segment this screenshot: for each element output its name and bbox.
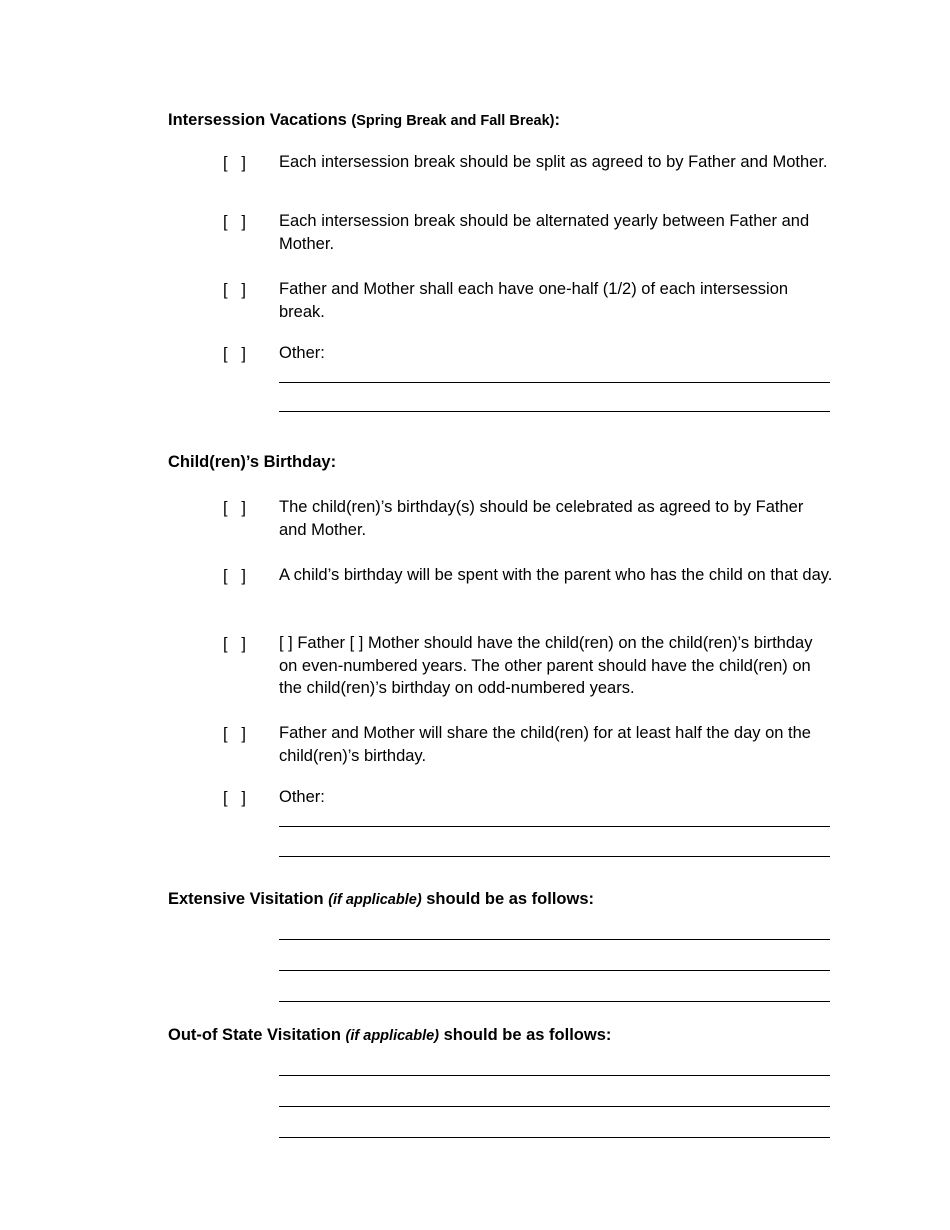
extensive-line-3[interactable] [279, 1001, 830, 1002]
extensive-line-1[interactable] [279, 939, 830, 940]
intersession-other-line-1[interactable] [279, 382, 830, 383]
birthday-option-2-text: A child’s birthday will be spent with the parent who has the child on that day. [279, 566, 833, 584]
out-of-state-visitation-heading [168, 1026, 611, 1045]
birthday-option-4-checkbox[interactable]: [ ] [223, 725, 246, 743]
out-of-state-line-2[interactable] [279, 1106, 830, 1107]
intersession-other-checkbox[interactable]: [ ] [223, 345, 246, 363]
intersession-other-label: Other: [279, 344, 325, 362]
birthday-option-4-text: Father and Mother will share the child(ren) for at least half the day on the child(ren)’s birthday. [279, 724, 811, 765]
extensive-title-end: should be as follows: [421, 890, 595, 908]
birthday-other-checkbox[interactable]: [ ] [223, 789, 246, 807]
birthday-heading: Child(ren)’s Birthday: [168, 453, 337, 471]
birthday-option-3-text: [ ] Father [ ] Mother should have the child(ren) on the child(ren)’s birthday on even-numbered years. The other parent should have the child(ren) on the child(ren)’s birthday on odd-numbered years. [279, 634, 813, 697]
extensive-line-2[interactable] [279, 970, 830, 971]
out-of-state-note: (if applicable) [345, 1028, 440, 1044]
out-of-state-line-1[interactable] [279, 1075, 830, 1076]
intersession-option-3-checkbox[interactable]: [ ] [223, 281, 246, 299]
birthday-other-line-1[interactable] [279, 826, 830, 827]
intersession-option-2-checkbox[interactable]: [ ] [223, 213, 246, 231]
birthday-option-3-checkbox[interactable]: [ ] [223, 635, 246, 653]
intersession-title: Intersession Vacations [168, 111, 347, 129]
extensive-visitation-heading [168, 890, 594, 909]
birthday-option-2-checkbox[interactable]: [ ] [223, 567, 246, 585]
extensive-title-start: Extensive Visitation [168, 890, 329, 908]
intersession-subtitle: (Spring Break and Fall Break) [351, 113, 555, 129]
extensive-note: (if applicable) [328, 892, 422, 908]
birthday-option-1-text: The child(ren)’s birthday(s) should be celebrated as agreed to by Father and Mother. [279, 498, 804, 539]
intersession-option-2-text: Each intersession break should be alternated yearly between Father and Mother. [279, 212, 810, 253]
intersession-option-1-text: Each intersession break should be split as agreed to by Father and Mother. [279, 153, 828, 171]
birthday-other-label: Other: [279, 788, 325, 806]
birthday-option-1-checkbox[interactable]: [ ] [223, 499, 246, 517]
intersession-other-line-2[interactable] [279, 411, 830, 412]
intersession-heading [168, 111, 560, 130]
out-of-state-title-start: Out-of State Visitation [168, 1026, 346, 1044]
out-of-state-title-end: should be as follows: [439, 1026, 612, 1044]
intersession-colon: : [554, 111, 560, 129]
intersession-option-3-text: Father and Mother shall each have one-half (1/2) of each intersession break. [279, 280, 789, 321]
intersession-option-1-checkbox[interactable]: [ ] [223, 154, 246, 172]
birthday-other-line-2[interactable] [279, 856, 830, 857]
out-of-state-line-3[interactable] [279, 1137, 830, 1138]
